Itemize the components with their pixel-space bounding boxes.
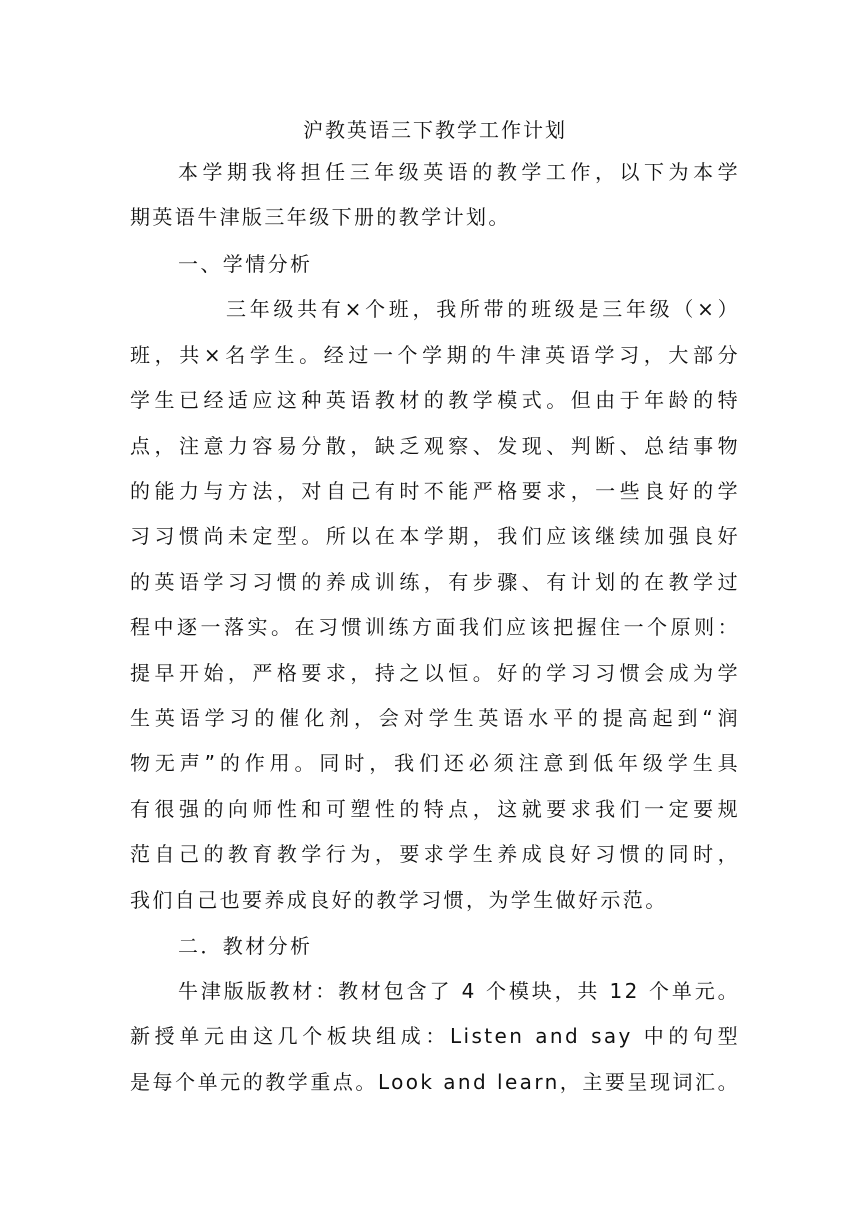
paragraph-line: 我们自己也要养成良好的教学习惯，为学生做好示范。 [130, 888, 668, 912]
paragraph-line: 的能力与方法，对自己有时不能严格要求，一些良好的学 [130, 479, 740, 503]
paragraph-line: 班，共×名学生。经过一个学期的牛津英语学习，大部分 [130, 343, 740, 367]
paragraph-line: 期英语牛津版三年级下册的教学计划。 [130, 205, 511, 229]
paragraph-line: 本学期我将担任三年级英语的教学工作，以下为本学 [178, 160, 740, 184]
paragraph-line: 范自己的教育教学行为，要求学生养成良好习惯的同时， [130, 842, 740, 866]
paragraph-line: 物无声”的作用。同时，我们还必须注意到低年级学生具 [130, 751, 740, 775]
paragraph-line: 生英语学习的催化剂，会对学生英语水平的提高起到“润 [130, 706, 740, 730]
paragraph-line: 习习惯尚未定型。所以在本学期，我们应该继续加强良好 [130, 524, 740, 548]
paragraph-line: 点，注意力容易分散，缺乏观察、发现、判断、总结事物 [130, 434, 740, 458]
paragraph-line: 新授单元由这几个板块组成：Listen and say 中的句型 [130, 1024, 740, 1048]
paragraph-line: 有很强的向师性和可塑性的特点，这就要求我们一定要规 [130, 797, 740, 821]
section-heading: 二．教材分析 [178, 934, 313, 958]
paragraph-line: 是每个单元的教学重点。Look and learn，主要呈现词汇。 [130, 1070, 740, 1094]
paragraph-line: 牛津版版教材：教材包含了 4 个模块，共 12 个单元。 [178, 979, 740, 1003]
page-title: 沪教英语三下教学工作计划 [303, 118, 567, 142]
paragraph-line: 提早开始，严格要求，持之以恒。好的学习习惯会成为学 [130, 661, 740, 685]
paragraph-line: 程中逐一落实。在习惯训练方面我们应该把握住一个原则： [130, 615, 740, 639]
section-heading: 一、学情分析 [178, 252, 313, 276]
paragraph-line: 三年级共有×个班，我所带的班级是三年级（×） [226, 297, 740, 321]
paragraph-line: 的英语学习习惯的养成训练，有步骤、有计划的在教学过 [130, 570, 740, 594]
paragraph-line: 学生已经适应这种英语教材的教学模式。但由于年龄的特 [130, 388, 740, 412]
